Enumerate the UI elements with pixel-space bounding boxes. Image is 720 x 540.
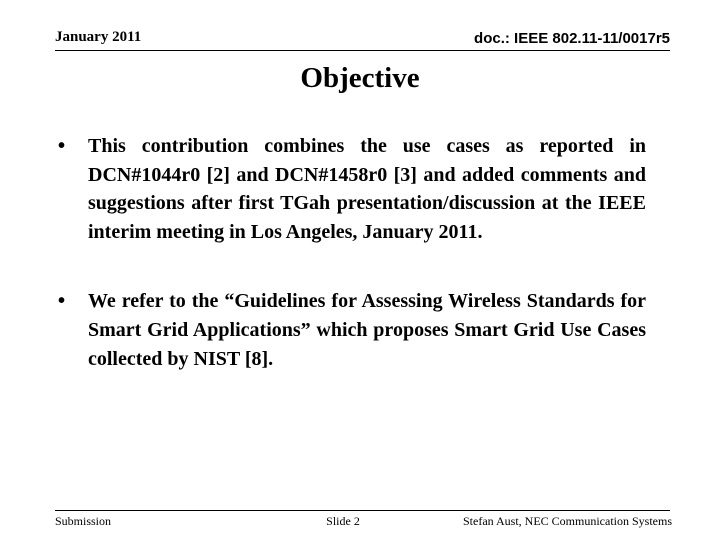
bullet-text: This contribution combines the use cases as reported in DCN#1044r0 [2] and DCN#1458r0 [3] and added comments and suggestions after first TGah presentation/discussion at the IEEE interim meeting in Los Angeles, January 2011. bbox=[88, 135, 646, 243]
footer-slide-number: Slide 2 bbox=[326, 514, 360, 528]
footer-submission: Submission bbox=[55, 514, 112, 528]
bullet-text: We refer to the “Guidelines for Assessing Wireless Standards for Smart Grid Applications” which proposes Smart Grid Use Cases collected by NIST [8]. bbox=[88, 290, 646, 370]
header-date: January 2011 bbox=[55, 29, 142, 45]
footer-author: Stefan Aust, NEC Communication Systems bbox=[463, 514, 672, 528]
bullet-item-contribution bbox=[56, 132, 646, 246]
slide-title: Objective bbox=[300, 62, 420, 94]
bullet-item-guidelines bbox=[56, 287, 646, 373]
header-document-id: doc.: IEEE 802.11-11/0017r5 bbox=[474, 30, 670, 47]
footer-divider bbox=[55, 510, 670, 511]
bullet-marker: • bbox=[58, 290, 66, 313]
bullet-marker: • bbox=[58, 135, 66, 157]
header-divider bbox=[55, 50, 670, 51]
bullet-list bbox=[56, 132, 646, 373]
